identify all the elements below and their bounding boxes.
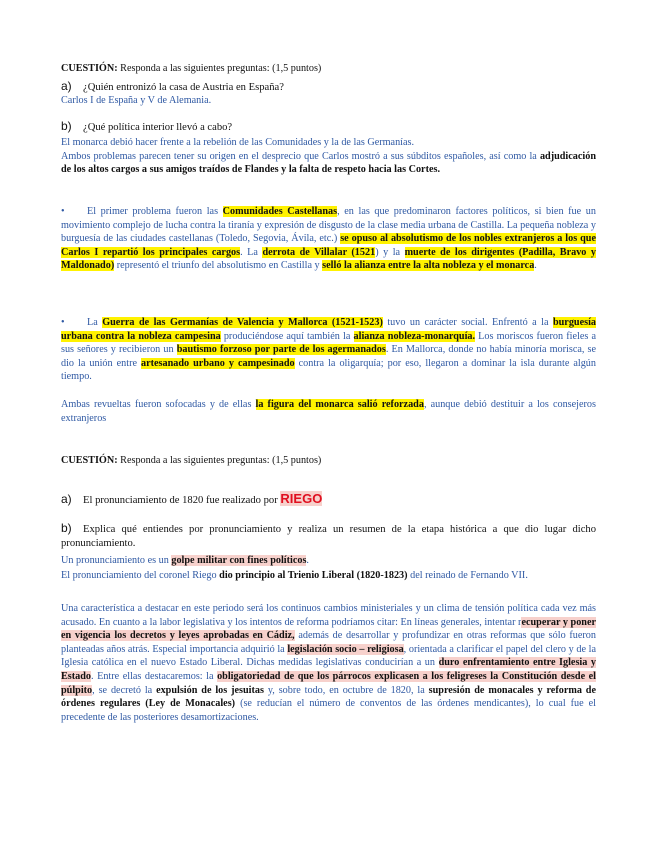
answer-2b-line1 — [61, 554, 596, 568]
p-seg6: . Entre ellas destacaremos: la — [91, 670, 218, 682]
item-label-b: b) — [61, 119, 72, 133]
question-1-instructions: Responda a las siguientes preguntas: (1,5 puntos) — [117, 63, 322, 74]
item-label-2a: a) — [61, 492, 72, 506]
p-highlight-parrocos: obligatoriedad de que los párrocos explicasen a los feligreses la Constitución desde el púlpito — [61, 670, 596, 696]
p1-seg10: . — [534, 260, 537, 272]
answer-1a: Carlos I de España y V de Alemania. — [61, 95, 212, 106]
p1-highlight-oposicion: se opuso al absolutismo de los nobles extranjeros a los que Carlos I repartió los principales cargos — [61, 233, 596, 258]
p1-seg6: ) y la — [375, 246, 405, 258]
question-2b — [61, 522, 596, 550]
p2-highlight-artesanado: artesanado urbano y campesinado — [141, 357, 295, 369]
p2-highlight-bautismo: bautismo forzoso por parte de los agermanados — [176, 344, 386, 356]
p2-seg0: La — [87, 317, 103, 328]
l2-seg2: del reinado de Fernando VII. — [407, 570, 528, 581]
question-2-label: CUESTIÓN: — [61, 455, 118, 466]
p-seg10: y, sobre todo, en octubre de 1820, la — [263, 684, 429, 696]
question-2a — [61, 492, 596, 508]
p2-highlight-germanias: Guerra de las Germanías de Valencia y Mallorca (1521-1523) — [102, 317, 383, 328]
bullet-2: • — [61, 317, 65, 328]
item-label-a: a) — [61, 79, 72, 93]
question-1-label: CUESTIÓN: — [61, 63, 118, 74]
question-2a-text: El pronunciamiento de 1820 fue realizado por — [83, 495, 278, 506]
p-seg4: , orientada a clarificar el papel del clero y de la Iglesia católica en el nuevo Estado Liberal. Dichas medidas legislativas conducirían a un — [61, 643, 596, 669]
question-1-title — [61, 62, 596, 76]
question-2-title — [61, 454, 596, 468]
p2-seg10: contra la oligarquía; por eso, llegaron a dominar la isla durante algún tiempo. — [61, 357, 596, 383]
paragraph-comunidades — [61, 205, 596, 273]
p-bold-jesuitas: expulsión de los jesuitas — [156, 684, 264, 696]
p2-highlight-alianza: alianza nobleza-monarquía. — [353, 330, 476, 342]
answer-riego: RIEGO — [280, 491, 323, 506]
question-1a — [61, 80, 596, 95]
p1-highlight-comunidades: Comunidades Castellanas — [222, 206, 338, 217]
question-1b-text: ¿Qué política interior llevó a cabo? — [83, 122, 233, 133]
answer-1b-intro — [61, 136, 596, 177]
l1-seg2: . — [306, 555, 309, 566]
p1-seg0: El primer problema fueron las — [87, 206, 223, 217]
p-bold-monacales: supresión de monacales y reforma de órdenes regulares (Ley de Monacales) — [61, 684, 596, 710]
bullet-1: • — [61, 206, 65, 217]
paragraph-germanias — [61, 316, 596, 384]
answer-2b-paragraph — [61, 602, 596, 724]
p-seg12: (se reducían el número de conventos de las órdenes mendicantes), lo cual fue el precedente de las posteriores desamortizaciones. — [61, 698, 596, 723]
l1-seg0: Un pronunciamiento es un — [61, 555, 172, 566]
answer-1b-intro-line1: El monarca debió hacer frente a la rebelión de las Comunidades y la de las Germanías. — [61, 137, 415, 148]
p2-seg4: produciéndose aquí también la — [220, 330, 354, 342]
p-highlight-enfrentamiento: duro enfrentamiento entre Iglesia y Estado — [61, 657, 596, 682]
p3-seg2: , aunque debió destituir a los consejeros extranjeros — [61, 399, 596, 424]
p1-seg4: . La — [240, 246, 263, 258]
p-seg8: , se decretó la — [92, 684, 157, 696]
p-seg2: además de desarrollar y profundizar en otras reformas que sólo fueron planteadas años atrás. Especial importancia adquirió la — [61, 630, 596, 655]
p2-highlight-burguesia: burguesía urbana contra la nobleza campesina — [61, 317, 596, 342]
answer-2b-line2 — [61, 569, 596, 583]
p2-seg2: tuvo un carácter social. Enfrentó a la — [382, 317, 553, 328]
paragraph-conclusion — [61, 398, 596, 425]
p-highlight-legislacion: legislación socio – religiosa — [287, 643, 404, 655]
p2-seg6: Los moriscos fueron fieles a sus señores y recibieron un — [61, 330, 596, 356]
p1-highlight-villalar: derrota de Villalar (1521 — [262, 246, 376, 258]
p3-seg0: Ambas revueltas fueron sofocadas y de ellas — [61, 399, 256, 410]
p-seg0: Una característica a destacar en este periodo será los continuos cambios ministeriales y un clima de tensión política cada vez más acusado. En cuanto a la labor legislativa y los intentos de reforma podríamos citar: En líneas generales, intentar r — [61, 603, 596, 628]
l2-bold-trienio: dio principio al Trienio Liberal (1820-1823) — [219, 570, 408, 581]
l2-seg0: El pronunciamiento del coronel Riego — [61, 570, 220, 581]
l1-highlight-golpe: golpe militar con fines políticos — [171, 555, 307, 566]
question-1a-text: ¿Quién entronizó la casa de Austria en España? — [83, 82, 284, 93]
answer-1b-intro-line2a: Ambos problemas parecen tener su origen en el desprecio que Carlos mostró a sus súbditos españoles, así como la — [61, 150, 540, 162]
p1-highlight-dirigentes: muerte de los dirigentes (Padilla, Bravo y Maldonado) — [61, 246, 596, 272]
item-label-2b: b) — [61, 521, 72, 535]
p1-highlight-alianza: selló la alianza entre la alta nobleza y el monarca — [322, 260, 535, 272]
p-highlight-cadiz: ecuperar y poner en vigencia los decretos y leyes aprobadas en Cádiz, — [61, 616, 596, 642]
question-2b-text: Explica qué entiendes por pronunciamiento y realiza un resumen de la etapa histórica a que dio lugar dicho pronunciamiento. — [61, 524, 596, 549]
question-1b — [61, 120, 596, 135]
question-2-instructions: Responda a las siguientes preguntas: (1,5 puntos) — [117, 455, 322, 466]
answer-1b-intro-line2b: adjudicación de los altos cargos a sus amigos traídos de Flandes y la falta de respeto hacia las Cortes. — [61, 150, 596, 176]
p3-highlight-monarca: la figura del monarca salió reforzada — [255, 399, 424, 410]
p1-seg8: representó el triunfo del absolutismo en Castilla y — [114, 260, 323, 272]
p1-seg2: , en las que predominaron factores políticos, si bien fue un movimiento complejo de lucha contra la tiranía y expresión de disgusto de la clase media urbana de Castilla. La pequeña nobleza y burguesía de las ciudades castellanas (Toledo, Segovia, Ávila, etc.) — [61, 206, 596, 245]
p2-seg8: . En Mallorca, donde no había minoría morisca, se dio la unión entre — [61, 344, 596, 369]
